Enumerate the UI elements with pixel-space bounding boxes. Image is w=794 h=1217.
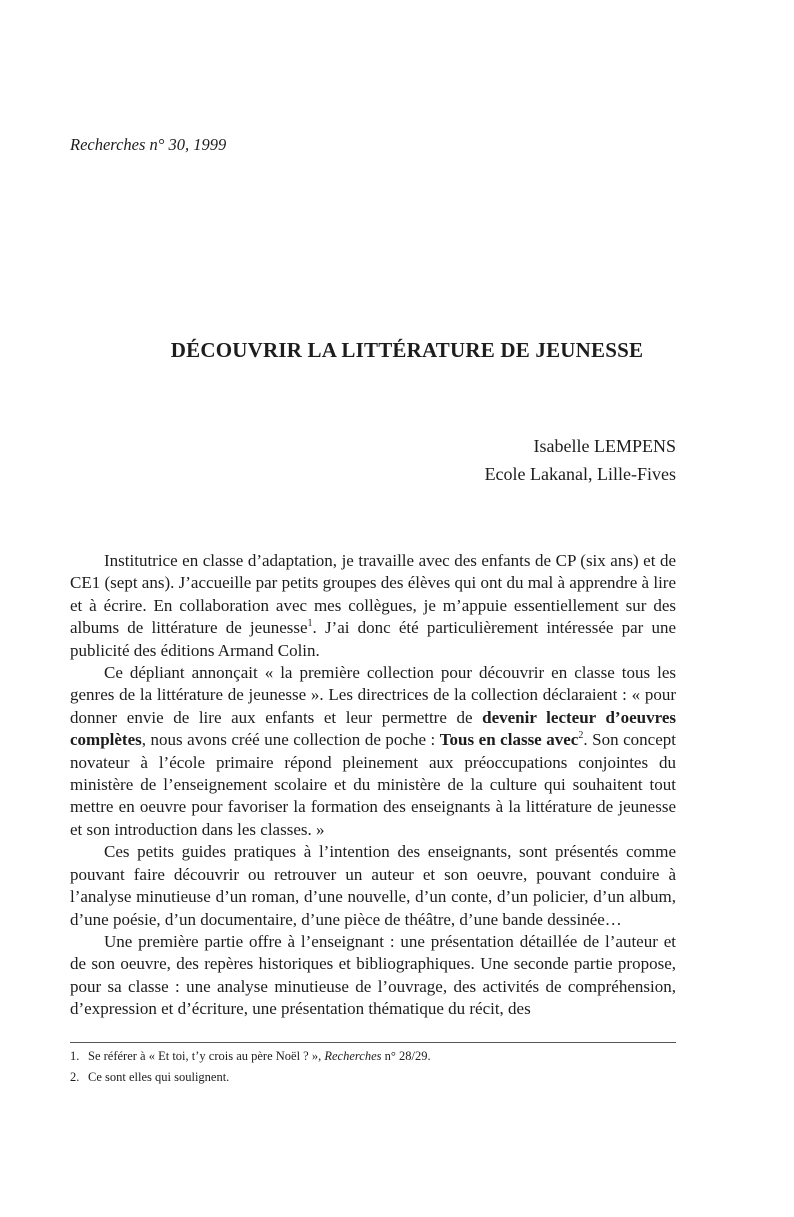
paragraph-2-text-c: . Son concept novateur à l’école primaire répond pleinement aux préoccupations conjointes du ministère de l’enseignement scolaire et du ministère de la culture qui souhaitent tout mettre en oeuvre pour favoriser la formation des enseignants à la littérature de jeunesse et son introduction dans les classes. » (70, 730, 676, 839)
paragraph-1-text-a: Institutrice en classe d’adaptation, je travaille avec des enfants de CP (six ans) et de CE1 (sept ans). J’accueille par petits groupes des élèves qui ont du mal à apprendre à lire et à écrire. En collaboration avec mes collègues, je m’appuie essentiellement sur des albums de littérature de jeunesse (70, 551, 676, 638)
author-block (485, 432, 676, 488)
author-affiliation: Ecole Lakanal, Lille-Fives (484, 464, 676, 484)
footnote-ref-2: 2 (578, 729, 584, 741)
article-title: DÉCOUVRIR LA LITTÉRATURE DE JEUNESSE (170, 338, 644, 362)
footnote-1-text-a: Se référer à « Et toi, t’y crois au père Noël ? », (88, 1049, 325, 1063)
paragraph-3: Ces petits guides pratiques à l’intention des enseignants, sont présentés comme pouvant faire découvrir ou retrouver un auteur et son oeuvre, pouvant conduire à l’analyse minutieuse d’un roman, d’une nouvelle, d’un conte, d’un policier, d’un album, d’une poésie, d’un documentaire, d’une pièce de théâtre, d’une bande dessinée… (70, 842, 676, 929)
paragraph-2-bold-1: devenir lecteur d’oeuvres complètes (70, 707, 676, 750)
paragraph-2-text-a: Ce dépliant annonçait « la première collection pour découvrir en classe tous les genres de la littérature de jeunesse ». Les directrices de la collection déclaraient : « pour donner envie de lire aux enfants et leur permettre de (70, 663, 676, 727)
author-name: Isabelle LEMPENS (533, 436, 676, 456)
paragraph-2-text-b: , nous avons créé une collection de poche : (141, 730, 440, 750)
paragraph-4: Une première partie offre à l’enseignant : une présentation détaillée de l’auteur et de son oeuvre, des repères historiques et bibliographiques. Une seconde partie propose, pour sa classe : une analyse minutieuse de l’ouvrage, des activités de compréhension, d’expression et d’écriture, une présentation thématique du récit, des (70, 931, 676, 1019)
footnote-ref-1: 1 (307, 617, 313, 629)
footnote-2 (70, 1067, 676, 1088)
footnote-separator (70, 1042, 676, 1043)
footnote-1 (70, 1046, 676, 1067)
footnote-2-text: Ce sont elles qui soulignent. (88, 1070, 230, 1084)
paragraph-2 (70, 662, 676, 841)
article-body (70, 550, 676, 1021)
paragraph-1 (70, 550, 676, 662)
footnote-1-number: 1. (70, 1049, 80, 1063)
footnote-1-text-b: n° 28/29. (381, 1049, 431, 1063)
paragraph-2-bold-2: Tous en classe avec (439, 730, 579, 750)
footnote-2-number: 2. (70, 1070, 80, 1084)
footnote-1-journal: Recherches (324, 1049, 382, 1063)
footnotes (70, 1046, 676, 1088)
journal-reference: Recherches n° 30, 1999 (70, 135, 227, 154)
paragraph-1-text-b: . J’ai donc été particulièrement intéressée par une publicité des éditions Armand Colin. (70, 618, 676, 660)
